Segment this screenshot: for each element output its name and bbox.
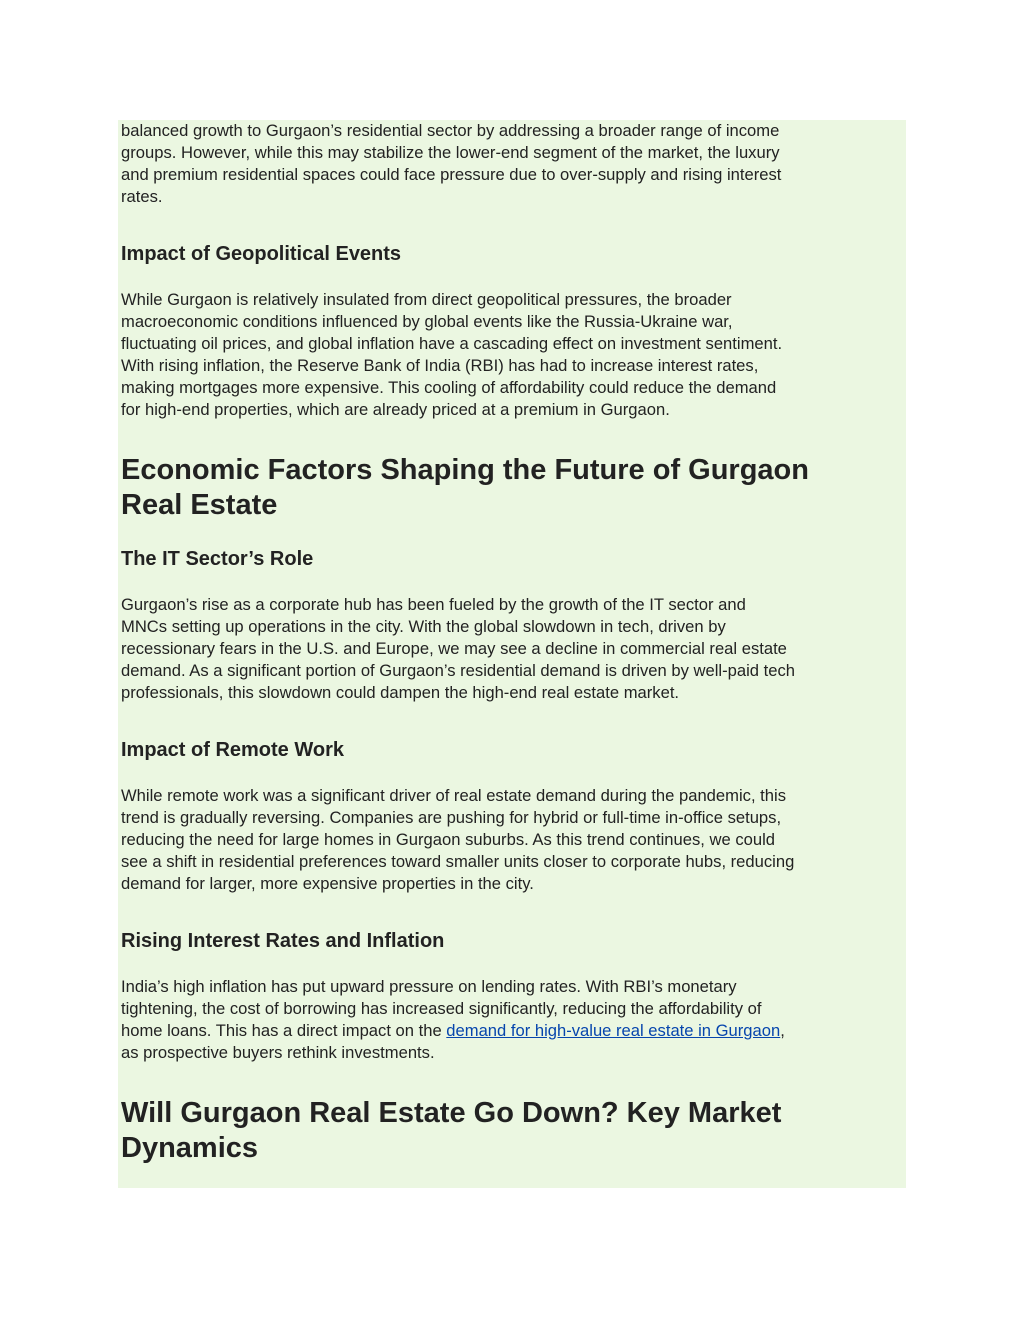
- heading-interest-rates: Rising Interest Rates and Inflation: [121, 930, 445, 952]
- heading-economic-factors: Economic Factors Shaping the Future of Gurgaon Real Estate: [121, 454, 809, 521]
- heading-it-sector: The IT Sector’s Role: [121, 548, 314, 570]
- paragraph-balanced-growth: balanced growth to Gurgaon’s residential sector by addressing a broader range of income groups. However, while this may stabilize the lower-end segment of the market, the luxury and premium residential spaces could face pressure due to over-supply and rising interest rates.: [121, 121, 782, 206]
- paragraph-text-after-link: , as prospective buyers rethink investments.: [121, 1021, 785, 1062]
- paragraph-it-sector: Gurgaon’s rise as a corporate hub has been fueled by the growth of the IT sector and MNCs setting up operations in the city. With the global slowdown in tech, driven by recessionary fears in the U.S. and Europe, we may see a decline in commercial real estate demand. As a significant portion of Gurgaon’s residential demand is driven by well-paid tech professionals, this slowdown could dampen the high-end real estate market.: [121, 595, 795, 702]
- paragraph-text-before-link: India’s high inflation has put upward pressure on lending rates. With RBI’s monetary tightening, the cost of borrowing has increased significantly, reducing the affordability of home loans. This has a direct impact on the: [121, 977, 762, 1040]
- heading-market-dynamics: Will Gurgaon Real Estate Go Down? Key Market Dynamics: [121, 1097, 782, 1164]
- paragraph-geopolitical: While Gurgaon is relatively insulated from direct geopolitical pressures, the broader macroeconomic conditions influenced by global events like the Russia-Ukraine war, fluctuating oil prices, and global inflation have a cascading effect on investment sentiment. With rising inflation, the Reserve Bank of India (RBI) has had to increase interest rates, making mortgages more expensive. This cooling of affordability could reduce the demand for high-end properties, which are already priced at a premium in Gurgaon.: [121, 290, 783, 419]
- heading-remote-work: Impact of Remote Work: [121, 739, 344, 761]
- document-content: [118, 120, 906, 1188]
- heading-geopolitical-events: Impact of Geopolitical Events: [121, 243, 402, 265]
- demand-link[interactable]: demand for high-value real estate in Gurgaon: [446, 1021, 781, 1040]
- paragraph-interest-rates: [121, 976, 911, 1064]
- paragraph-remote-work: While remote work was a significant driver of real estate demand during the pandemic, this trend is gradually reversing. Companies are pushing for hybrid or full-time in-office setups, reducing the need for large homes in Gurgaon suburbs. As this trend continues, we could see a shift in residential preferences toward smaller units closer to corporate hubs, reducing demand for larger, more expensive properties in the city.: [121, 786, 795, 893]
